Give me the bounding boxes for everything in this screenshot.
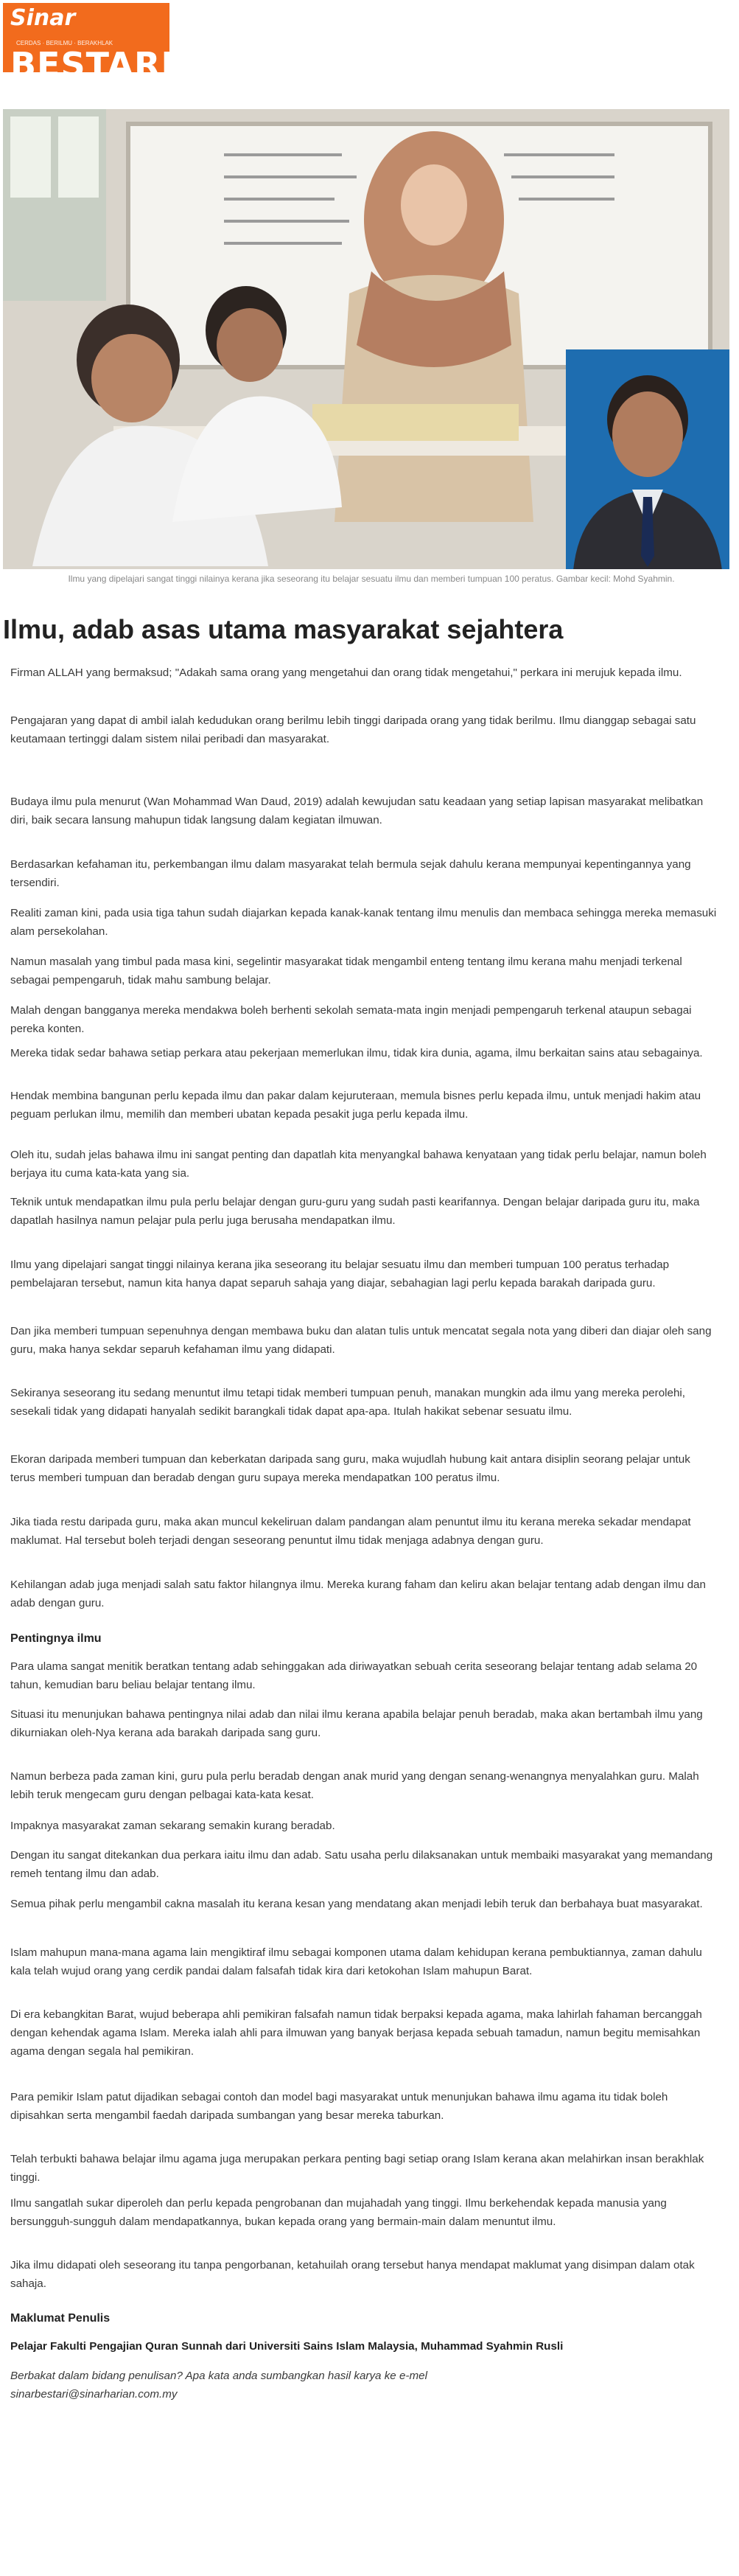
author-portrait-icon (566, 349, 729, 569)
paragraph: Malah dengan bangganya mereka mendakwa boleh berhenti sekolah semata-mata ingin menjadi pempengaruh terkenal ataupun sebagai pereka konten. (10, 1004, 692, 1035)
paragraph: Oleh itu, sudah jelas bahawa ilmu ini sangat penting dan dapatlah kita menyangkal bahawa kenyataan yang tidak perlu belajar, namun boleh berjaya itu cuma kata-kata yang sia. (10, 1149, 707, 1180)
paragraph: Para ulama sangat menitik beratkan tentang adab sehinggakan ada diriwayatkan sebuah cerita seseorang belajar tentang adab selama 20 tahun, kemudian baru beliau belajar tentang ilmu. (10, 1660, 698, 1691)
paragraph: Pengajaran yang dapat di ambil ialah kedudukan orang berilmu lebih tinggi daripada orang yang tidak berilmu. Ilmu dianggap sebagai satu keutamaan tertinggi dalam sistem nilai peribadi dan masyarakat. (10, 714, 696, 745)
author-info: Pelajar Fakulti Pengajian Quran Sunnah dari Universiti Sains Islam Malaysia, Muhammad Syahmin Rusli (10, 2340, 564, 2353)
paragraph: Di era kebangkitan Barat, wujud beberapa ahli pemikiran falsafah namun tidak berpaksi kepada agama, maka lahirlah fahaman bercanggah dengan kehendak agama Islam. Mereka ialah ahli para ilmuwan yang banyak berjasa kepada sebuah tamadun, namun begitu memisahkan agama dengan segala hal pemikiran. (10, 2008, 702, 2058)
paragraph: Jika tiada restu daripada guru, maka akan muncul kekeliruan dalam pandangan alam penuntut ilmu itu kerana mereka sekadar mendapat maklumat. Hal tersebut boleh terjadi dengan seseorang penuntut ilmu tidak menjaga adabnya dengan guru. (10, 1516, 691, 1547)
paragraph: Mereka tidak sedar bahawa setiap perkara atau pekerjaan memerlukan ilmu, tidak kira dunia, agama, ilmu berkaitan sains atau sebagainya. (10, 1047, 703, 1059)
author-portrait (566, 349, 729, 569)
paragraph: Telah terbukti bahawa belajar ilmu agama juga merupakan perkara penting bagi setiap orang Islam kerana akan melahirkan insan berakhlak tinggi. (10, 2153, 704, 2184)
paragraph: Hendak membina bangunan perlu kepada ilmu dan pakar dalam kejuruteraan, memula bisnes perlu kepada ilmu, untuk menjadi hakim atau peguam perlukan ilmu, memilih dan memberi ubatan kepada pesakit juga perlu kepada ilmu. (10, 1090, 701, 1121)
paragraph: Namun berbeza pada zaman kini, guru pula perlu beradab dengan anak murid yang dengan senang-wenangnya menyalahkan guru. Malah lebih teruk mengecam guru dengan pelbagai kata-kata kesat. (10, 1770, 699, 1801)
paragraph: Realiti zaman kini, pada usia tiga tahun sudah diajarkan kepada kanak-kanak tentang ilmu menulis dan membaca sehingga mereka memasuki alam persekolahan. (10, 907, 717, 938)
paragraph: Teknik untuk mendapatkan ilmu pula perlu belajar dengan guru-guru yang sudah pasti kearifannya. Dengan belajar daripada guru itu, maka dapatlah hasilnya namun pelajar pula perlu juga berusaha mendapatkan ilmu. (10, 1196, 700, 1227)
paragraph: Ekoran daripada memberi tumpuan dan keberkatan daripada sang guru, maka wujudlah hubung kait antara disiplin seorang pelajar untuk terus memberi tumpuan dan beradab dengan guru supaya mereka mendapatkan 100 peratus ilmu. (10, 1453, 690, 1484)
site-logo[interactable] (3, 3, 175, 85)
paragraph: Kehilangan adab juga menjadi salah satu faktor hilangnya ilmu. Mereka kurang faham dan keliru akan belajar tentang adab dengan ilmu dan adab dengan guru. (10, 1578, 706, 1609)
paragraph: Namun masalah yang timbul pada masa kini, segelintir masyarakat tidak mengambil enteng tentang ilmu kerana mahu menjadi terkenal sebagai pempengaruh, tidak mahu sambung belajar. (10, 955, 682, 986)
image-caption: Ilmu yang dipelajari sangat tinggi nilainya kerana jika seseorang itu belajar sesuatu ilmu dan memberi tumpuan 100 peratus. Gambar kecil: Mohd Syahmin. (68, 574, 675, 584)
footer-note: Berbakat dalam bidang penulisan? Apa kata anda sumbangkan hasil karya ke e-mel (10, 2370, 427, 2382)
hero-image (3, 109, 729, 569)
logo-bestari-text: BESTARI (10, 45, 175, 85)
logo-sinar-text: Sinar (10, 5, 76, 31)
paragraph: Situasi itu menunjukan bahawa pentingnya nilai adab dan nilai ilmu kerana apabila belajar penuh beradab, maka akan bertambah ilmu yang dikurniakan oleh-Nya kerana ada barakah daripada sang guru. (10, 1708, 703, 1739)
article-title: Ilmu, adab asas utama masyarakat sejahtera (3, 614, 564, 644)
paragraph: Jika ilmu didapati oleh seseorang itu tanpa pengorbanan, ketahuilah orang tersebut hanya mendapat maklumat yang disimpan dalam otak sahaja. (10, 2259, 695, 2290)
paragraph: Semua pihak perlu mengambil cakna masalah itu kerana kesan yang mendatang akan menjadi lebih teruk dan berbahaya buat masyarakat. (10, 1898, 703, 1910)
paragraph: Dan jika memberi tumpuan sepenuhnya dengan membawa buku dan alatan tulis untuk mencatat segala nota yang diberi dan diajar oleh sang guru, maka hanya sekdar separuh kefahaman ilmu yang didapati. (10, 1325, 712, 1356)
paragraph: Islam mahupun mana-mana agama lain mengiktiraf ilmu sebagai komponen utama dalam kehidupan kerana pembuktiannya, zaman dahulu kala telah wujud orang yang cerdik pandai dalam falsafah tidak kira dari ketokohan Islam mahupun Barat. (10, 1946, 702, 1977)
section-heading-pentingnya: Pentingnya ilmu (10, 1632, 102, 1645)
paragraph: Firman ALLAH yang bermaksud; "Adakah sama orang yang mengetahui dan orang tidak mengetahui," perkara ini merujuk kepada ilmu. (10, 666, 682, 679)
paragraph: Dengan itu sangat ditekankan dua perkara iaitu ilmu dan adab. Satu usaha perlu dilaksanakan untuk membaiki masyarakat yang memandang remeh tentang ilmu dan adab. (10, 1849, 713, 1880)
logo-tagline: CERDAS · BERILMU · BERAKHLAK (16, 40, 113, 46)
footer-email[interactable]: sinarbestari@sinarharian.com.my (10, 2388, 178, 2401)
paragraph: Ilmu sangatlah sukar diperoleh dan perlu kepada pengrobanan dan mujahadah yang tinggi. Ilmu berkehendak kepada manusia yang bersungguh-sungguh dalam mendapatkannya, bukan kepada orang yang bermain-main dalam menuntut ilmu. (10, 2197, 667, 2228)
paragraph: Ilmu yang dipelajari sangat tinggi nilainya kerana jika seseorang itu belajar sesuatu ilmu dan memberi tumpuan 100 peratus terhadap pembelajaran tersebut, namun kita hanya dapat separuh sahaja yang diajar, sebahagian lagi perlu kepada barakah daripada guru. (10, 1259, 670, 1289)
paragraph: Sekiranya seseorang itu sedang menuntut ilmu tetapi tidak memberi tumpuan penuh, manakan mungkin ada ilmu yang mereka perolehi, sesekali tidak yang didapati hanyalah sedikit barangkali tidak dapat apa-apa. Itulah hakikat sebenar sesuatu ilmu. (10, 1387, 685, 1418)
paragraph: Budaya ilmu pula menurut (Wan Mohammad Wan Daud, 2019) adalah kewujudan satu keadaan yang setiap lapisan masyarakat melibatkan diri, baik secara lansung mahupun tidak langsung dalam kegiatan ilmuwan. (10, 796, 704, 826)
paragraph: Berdasarkan kefahaman itu, perkembangan ilmu dalam masyarakat telah bermula sejak dahulu kerana mempunyai kepentingannya yang tersendiri. (10, 858, 691, 889)
section-heading-maklumat: Maklumat Penulis (10, 2312, 111, 2325)
paragraph: Impaknya masyarakat zaman sekarang semakin kurang beradab. (10, 1820, 335, 1832)
paragraph: Para pemikir Islam patut dijadikan sebagai contoh dan model bagi masyarakat untuk menunjukan bahawa ilmu agama itu tidak boleh dipisahkan serta mengambil faedah daripada sumbangan yang besar mereka taburkan. (10, 2091, 668, 2122)
